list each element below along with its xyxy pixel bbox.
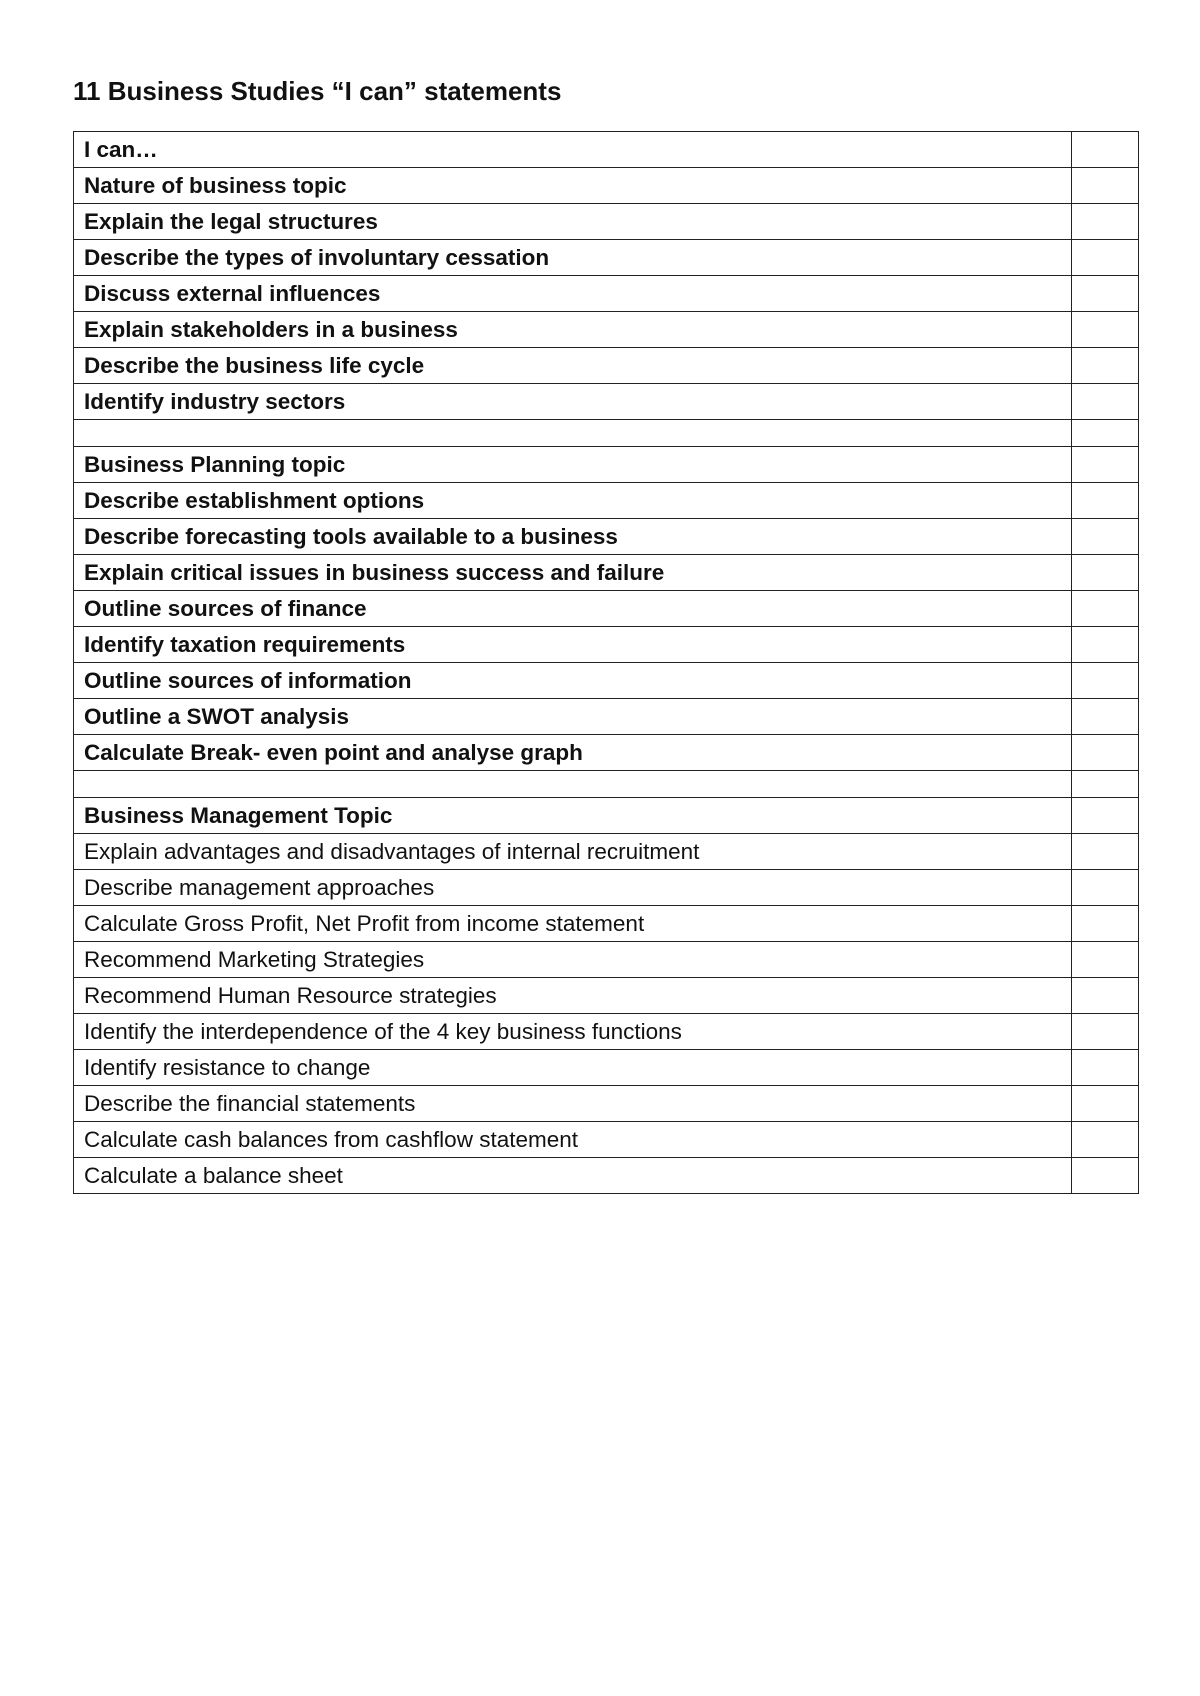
i-can-checklist-table	[73, 131, 1139, 1194]
statement-row	[74, 942, 1139, 978]
statement-label: Describe forecasting tools available to a business	[74, 519, 1072, 555]
statement-label: Identify taxation requirements	[74, 627, 1072, 663]
statement-row	[74, 348, 1139, 384]
statement-label: Recommend Marketing Strategies	[74, 942, 1072, 978]
checkbox-cell[interactable]	[1072, 132, 1139, 168]
statement-row	[74, 384, 1139, 420]
checkbox-cell[interactable]	[1072, 483, 1139, 519]
checkbox-cell[interactable]	[1072, 348, 1139, 384]
statement-row	[74, 1086, 1139, 1122]
statement-label: Explain critical issues in business success and failure	[74, 555, 1072, 591]
statement-row	[74, 906, 1139, 942]
checkbox-cell[interactable]	[1072, 663, 1139, 699]
statement-row	[74, 555, 1139, 591]
statement-label: Describe the business life cycle	[74, 348, 1072, 384]
statement-label: Nature of business topic	[74, 168, 1072, 204]
statement-row	[74, 276, 1139, 312]
statement-label: Identify resistance to change	[74, 1050, 1072, 1086]
checkbox-cell[interactable]	[1072, 870, 1139, 906]
statement-label: Outline sources of finance	[74, 591, 1072, 627]
statement-label: Calculate Gross Profit, Net Profit from income statement	[74, 906, 1072, 942]
statement-row	[74, 1122, 1139, 1158]
statement-label: Describe the financial statements	[74, 1086, 1072, 1122]
checkbox-cell[interactable]	[1072, 699, 1139, 735]
checkbox-cell[interactable]	[1072, 276, 1139, 312]
statement-label: Outline a SWOT analysis	[74, 699, 1072, 735]
statement-label: I can…	[74, 132, 1072, 168]
statement-row	[74, 204, 1139, 240]
checkbox-cell	[1072, 771, 1139, 798]
statement-label: Explain advantages and disadvantages of internal recruitment	[74, 834, 1072, 870]
statement-row	[74, 168, 1139, 204]
checkbox-cell[interactable]	[1072, 447, 1139, 483]
statement-label: Describe establishment options	[74, 483, 1072, 519]
statement-row	[74, 663, 1139, 699]
statement-label: Business Planning topic	[74, 447, 1072, 483]
spacer-row	[74, 420, 1139, 447]
statement-label: Describe the types of involuntary cessation	[74, 240, 1072, 276]
statement-label: Calculate cash balances from cashflow statement	[74, 1122, 1072, 1158]
statement-row	[74, 240, 1139, 276]
statement-row	[74, 978, 1139, 1014]
statement-label: Explain the legal structures	[74, 204, 1072, 240]
checkbox-cell[interactable]	[1072, 384, 1139, 420]
checkbox-cell[interactable]	[1072, 519, 1139, 555]
spacer-row	[74, 771, 1139, 798]
statement-label	[74, 420, 1072, 447]
statement-label: Business Management Topic	[74, 798, 1072, 834]
statement-row	[74, 834, 1139, 870]
statement-row	[74, 591, 1139, 627]
statement-label: Explain stakeholders in a business	[74, 312, 1072, 348]
checkbox-cell	[1072, 420, 1139, 447]
checkbox-cell[interactable]	[1072, 555, 1139, 591]
statement-label: Identify industry sectors	[74, 384, 1072, 420]
checkbox-cell[interactable]	[1072, 1122, 1139, 1158]
checkbox-cell[interactable]	[1072, 1014, 1139, 1050]
statement-label: Calculate a balance sheet	[74, 1158, 1072, 1194]
checklist-body	[74, 132, 1139, 1194]
statement-label: Identify the interdependence of the 4 key business functions	[74, 1014, 1072, 1050]
page-title: 11 Business Studies “I can” statements	[73, 76, 562, 106]
checkbox-cell[interactable]	[1072, 942, 1139, 978]
statement-label: Describe management approaches	[74, 870, 1072, 906]
statement-row	[74, 312, 1139, 348]
statement-row	[74, 699, 1139, 735]
statement-row	[74, 1050, 1139, 1086]
statement-label: Calculate Break- even point and analyse graph	[74, 735, 1072, 771]
statement-row	[74, 627, 1139, 663]
checkbox-cell[interactable]	[1072, 591, 1139, 627]
checkbox-cell[interactable]	[1072, 906, 1139, 942]
statement-row	[74, 519, 1139, 555]
statement-label: Recommend Human Resource strategies	[74, 978, 1072, 1014]
checkbox-cell[interactable]	[1072, 1158, 1139, 1194]
statement-row	[74, 447, 1139, 483]
checkbox-cell[interactable]	[1072, 204, 1139, 240]
statement-row	[74, 1158, 1139, 1194]
checkbox-cell[interactable]	[1072, 240, 1139, 276]
statement-row	[74, 870, 1139, 906]
checkbox-cell[interactable]	[1072, 168, 1139, 204]
checkbox-cell[interactable]	[1072, 627, 1139, 663]
checkbox-cell[interactable]	[1072, 798, 1139, 834]
statement-row	[74, 483, 1139, 519]
checkbox-cell[interactable]	[1072, 312, 1139, 348]
checkbox-cell[interactable]	[1072, 735, 1139, 771]
checkbox-cell[interactable]	[1072, 834, 1139, 870]
statement-row	[74, 1014, 1139, 1050]
statement-label	[74, 771, 1072, 798]
statement-label: Discuss external influences	[74, 276, 1072, 312]
statement-label: Outline sources of information	[74, 663, 1072, 699]
checkbox-cell[interactable]	[1072, 1050, 1139, 1086]
checkbox-cell[interactable]	[1072, 1086, 1139, 1122]
checkbox-cell[interactable]	[1072, 978, 1139, 1014]
statement-row	[74, 132, 1139, 168]
statement-row	[74, 735, 1139, 771]
statement-row	[74, 798, 1139, 834]
